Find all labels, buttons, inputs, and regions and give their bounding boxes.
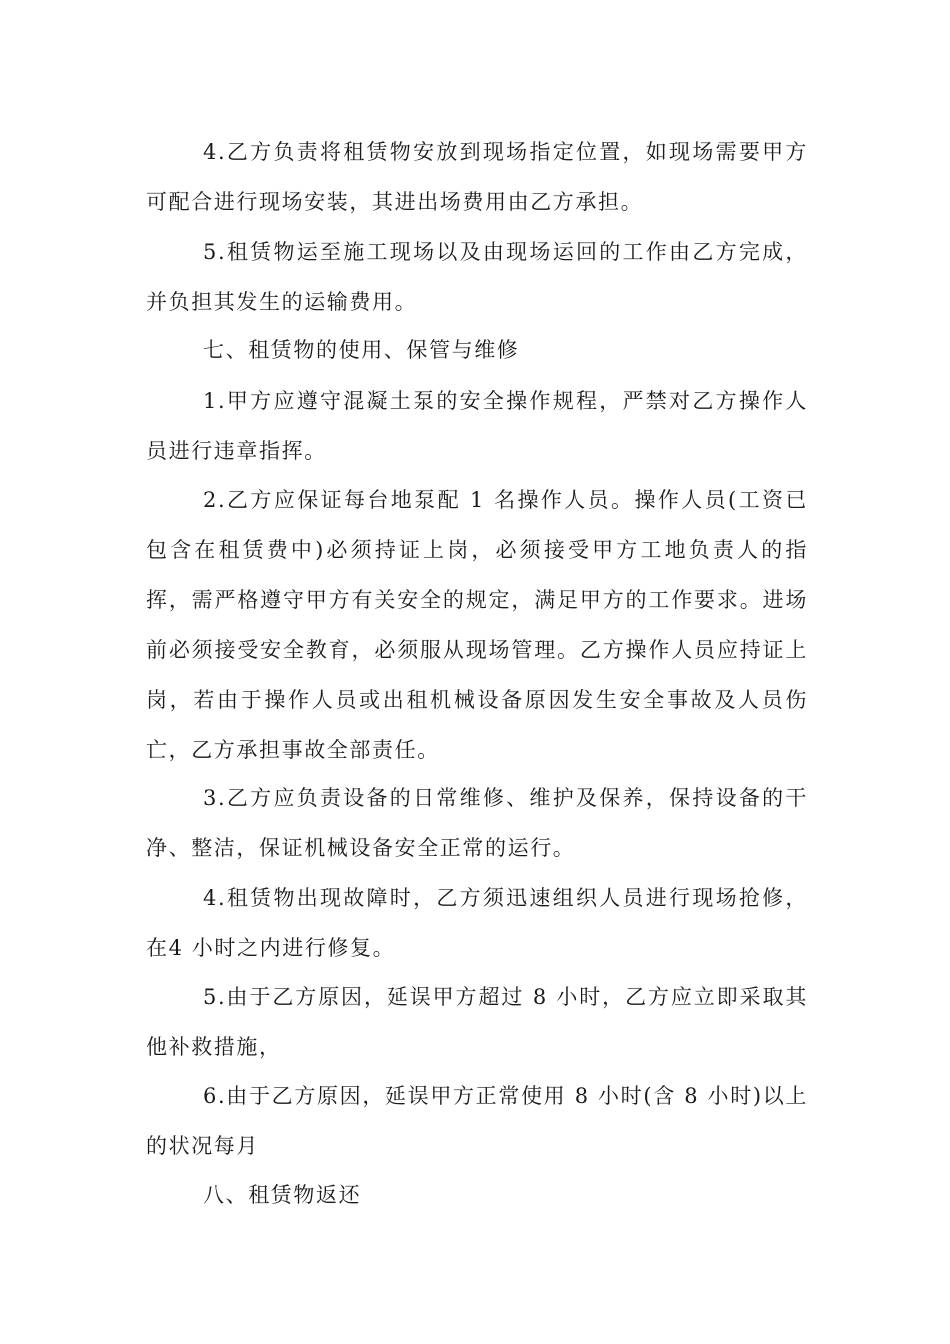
section-8-heading: 八、租赁物返还 [203,1183,362,1207]
clause-6-5-paragraph: 5.租赁物运至施工现场以及由现场运回的工作由乙方完成，并负担其发生的运输费用。 [146,240,808,314]
clause-7-4-paragraph: 4.租赁物出现故障时，乙方须迅速组织人员进行现场抢修，在4 小时之内进行修复。 [146,886,808,960]
clause-6-4-paragraph: 4.乙方负责将租赁物安放到现场指定位置，如现场需要甲方可配合进行现场安装，其进出场费用由乙方承担。 [146,140,808,214]
clause-7-3-paragraph: 3.乙方应负责设备的日常维修、维护及保养，保持设备的干净、整洁，保证机械设备安全正常的运行。 [146,786,808,860]
clause-7-6-paragraph: 6.由于乙方原因，延误甲方正常使用 8 小时(含 8 小时)以上的状况每月 [146,1084,808,1158]
clause-7-1-paragraph: 1.甲方应遵守混凝土泵的安全操作规程，严禁对乙方操作人员进行违章指挥。 [146,389,808,463]
section-7-heading: 七、租赁物的使用、保管与维修 [203,338,520,362]
clause-7-2-paragraph: 2.乙方应保证每台地泵配 1 名操作人员。操作人员(工资已包含在租赁费中)必须持证上岗，必须接受甲方工地负责人的指挥，需严格遵守甲方有关安全的规定，满足甲方的工作要求。进场前必须接受安全教育，必须服从现场管理。乙方操作人员应持证上岗，若由于操作人员或出租机械设备原因发生安全事故及人员伤亡，乙方承担事故全部责任。 [146,488,808,762]
clause-7-5-paragraph: 5.由于乙方原因，延误甲方超过 8 小时，乙方应立即采取其他补救措施， [146,985,808,1059]
